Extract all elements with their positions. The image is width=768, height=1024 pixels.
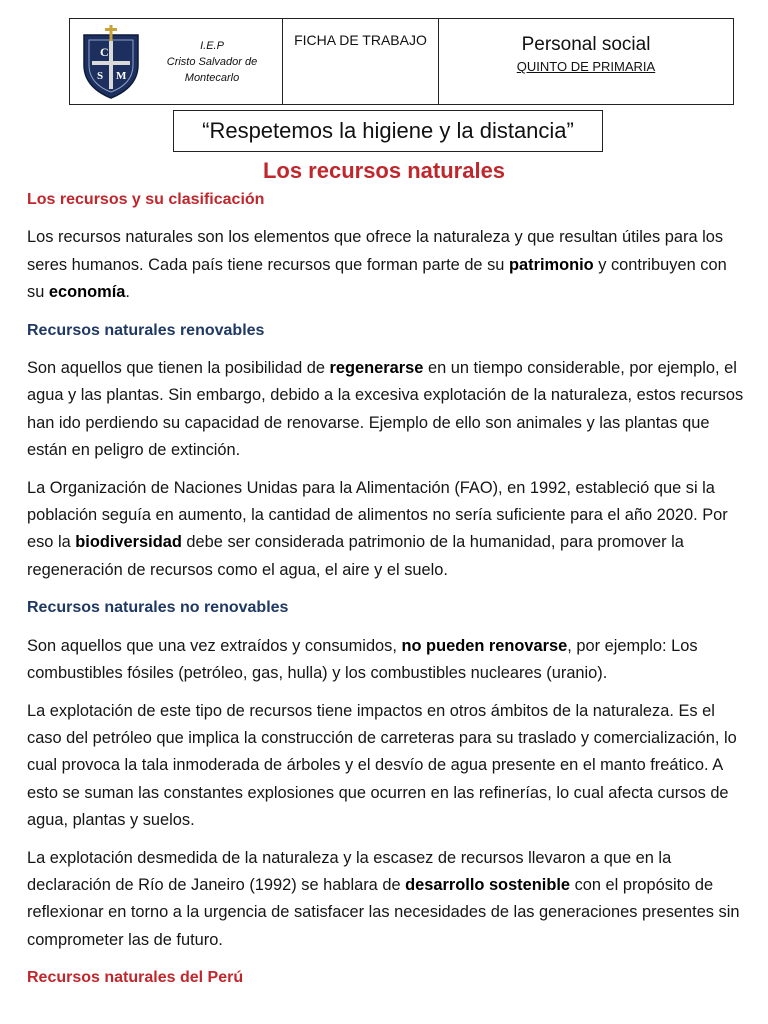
page-title: Los recursos naturales (262, 158, 506, 183)
ficha-label: FICHA DE TRABAJO (294, 31, 427, 48)
paragraph-no-renovables-1: Son aquellos que una vez extraídos y consumidos, no pueden renovarse, por ejemplo: Los combustibles fósiles (petróleo, gas, hulla) y los combustibles nucleares (uranio). (27, 636, 698, 683)
paragraph-definition: Los recursos naturales son los elementos que ofrece la naturaleza y que resultan útiles para los seres humanos. Cada país tiene recursos que forman parte de su patrimonio y contribuyen con su economía. (27, 228, 727, 302)
school-crest-icon (80, 25, 142, 99)
header-table (69, 18, 734, 105)
subject-cell (439, 19, 734, 105)
ficha-cell (283, 19, 439, 105)
paragraph-renovables-2: La Organización de Naciones Unidas para la Alimentación (FAO), en 1992, estableció que si la población seguía en aumento, la cantidad de alimentos no sería suficiente para el año 2020. Por eso la biodiversidad debe ser considerada patrimonio de la humanidad, para promover la regeneración de recursos como el agua, el aire y el suelo. (27, 478, 728, 579)
school-line-3: Montecarlo (184, 71, 240, 84)
subject-title: Personal social (521, 34, 651, 55)
school-name (142, 38, 282, 86)
crest-letter-c: C (100, 44, 109, 59)
school-line-2: Cristo Salvador de (166, 55, 258, 68)
paragraph-no-renovables-2: La explotación de este tipo de recursos tiene impactos en otros ámbitos de la naturaleza. Es el caso del petróleo que implica la construcción de carreteras para su traslado y comercialización, lo cual provoca la tala inmoderada de árboles y el desvío de agua presente en el manto freático. A esto se suman las constantes explosiones que ocurren en las refinerías, lo cual afecta cursos de agua, plantas y suelos. (27, 701, 737, 830)
crest-letter-s: S (97, 69, 104, 82)
section-heading-peru: Recursos naturales del Perú (27, 969, 244, 987)
crest-letter-m: M (116, 69, 127, 82)
grade-label: QUINTO DE PRIMARIA (516, 59, 656, 74)
motto-box: “Respetemos la higiene y la distancia” (173, 110, 603, 152)
section-heading-renovables: Recursos naturales renovables (27, 321, 265, 339)
section-heading-clasificacion: Los recursos y su clasificación (27, 191, 265, 208)
content (27, 186, 747, 1003)
paragraph-no-renovables-3: La explotación desmedida de la naturaleza y la escasez de recursos llevaron a que en la declaración de Río de Janeiro (1992) se hablara de desarrollo sostenible con el propósito de reflexionar en torno a la urgencia de satisfacer las necesidades de las generaciones presentes sin comprometer las de futuro. (27, 848, 740, 949)
section-heading-no-renovables: Recursos naturales no renovables (27, 599, 289, 617)
paragraph-renovables-1: Son aquellos que tienen la posibilidad de regenerarse en un tiempo considerable, por ejemplo, el agua y las plantas. Sin embargo, debido a la excesiva explotación de la naturaleza, estos recursos han ido perdiendo su capacidad de renovarse. Ejemplo de ello son animales y las plantas que están en peligro de extinción. (27, 359, 744, 460)
school-cell (70, 19, 283, 105)
school-line-1: I.E.P (200, 39, 224, 52)
